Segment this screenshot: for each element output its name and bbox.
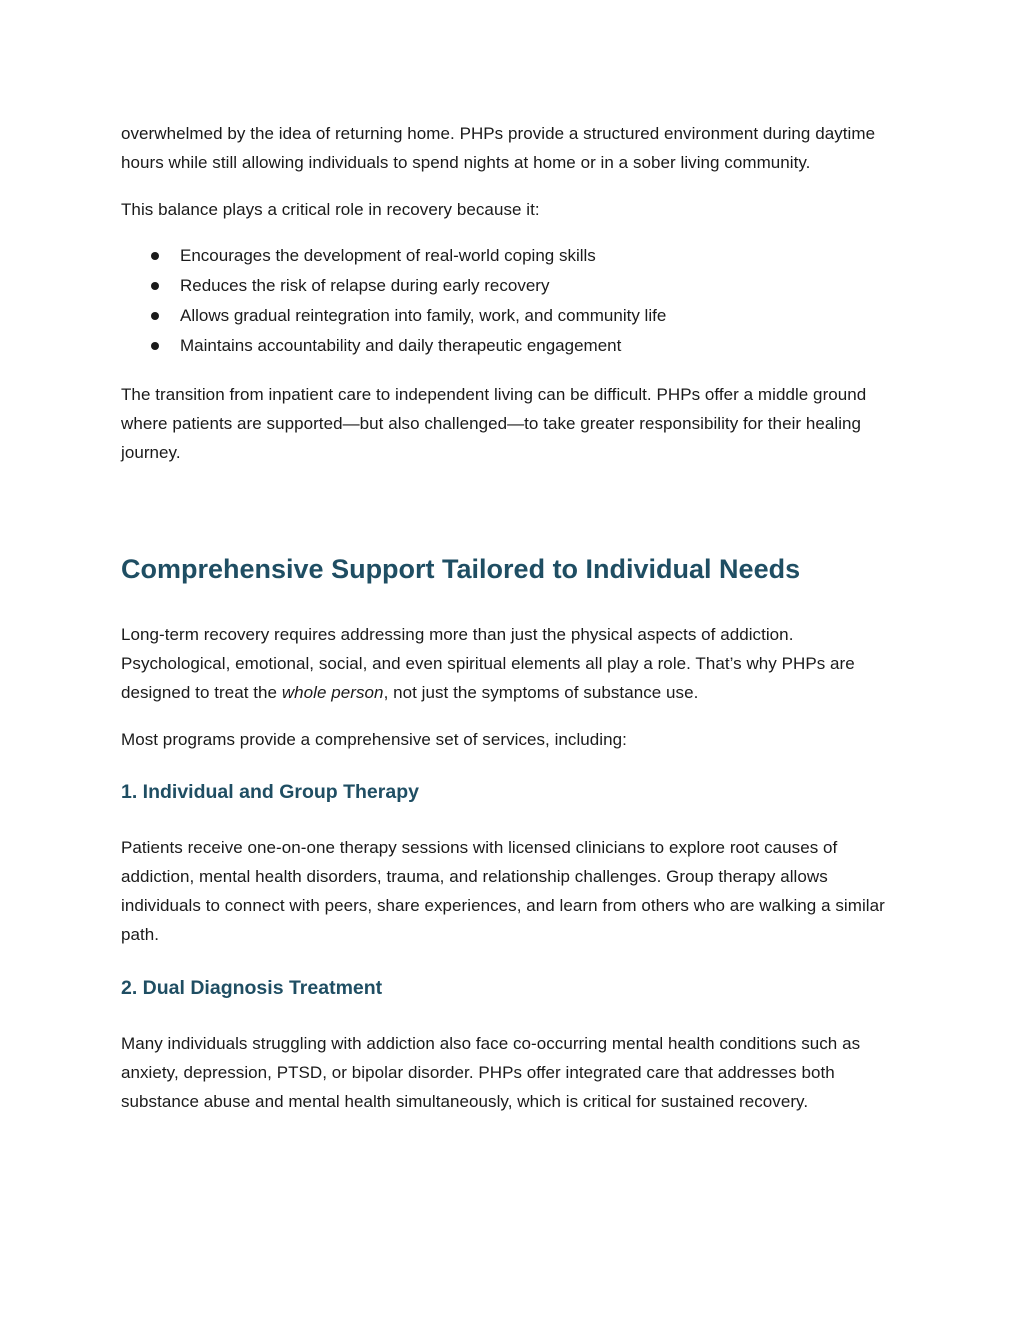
list-item-text: Encourages the development of real-world coping skills	[180, 246, 596, 265]
list-item	[150, 331, 906, 361]
section-paragraph-1-start: Long-term recovery requires addressing more than just the physical aspects of addiction. Psychological, emotional, social, and even spiritual elements all play a role. That’s why PHPs are designed to treat the	[121, 625, 855, 702]
subsection-body-dual-diagnosis: Many individuals struggling with addiction also face co-occurring mental health conditions such as anxiety, depression, PTSD, or bipolar disorder. PHPs offer integrated care that addresses both substance abuse and mental health simultaneously, which is critical for sustained recovery.	[121, 1034, 861, 1111]
list-item	[150, 271, 906, 301]
list-item-text: Maintains accountability and daily therapeutic engagement	[180, 336, 622, 355]
intro-paragraph-1: overwhelmed by the idea of returning home. PHPs provide a structured environment during daytime hours while still allowing individuals to spend nights at home or in a sober living community.	[121, 124, 876, 172]
subsection-body-therapy: Patients receive one-on-one therapy sessions with licensed clinicians to explore root causes of addiction, mental health disorders, trauma, and relationship challenges. Group therapy allows individuals to connect with peers, share experiences, and learn from others who are walking a similar path.	[121, 838, 885, 944]
bullet-icon	[151, 252, 159, 260]
bullet-icon	[151, 312, 159, 320]
list-item	[150, 301, 906, 331]
list-item-text: Allows gradual reintegration into family, work, and community life	[180, 306, 667, 325]
section-paragraph-1	[121, 620, 906, 707]
subsection-title-therapy: 1. Individual and Group Therapy	[121, 781, 419, 803]
list-item	[150, 241, 906, 271]
intro-paragraph-3: The transition from inpatient care to independent living can be difficult. PHPs offer a middle ground where patients are supported—but also challenged—to take greater responsibility for their healing journey.	[121, 385, 867, 462]
benefits-list	[121, 241, 906, 361]
bullet-icon	[151, 342, 159, 350]
intro-paragraph-2: This balance plays a critical role in recovery because it:	[121, 200, 540, 219]
emphasis-text: whole person	[281, 683, 384, 702]
section-paragraph-1-end: , not just the symptoms of substance use.	[383, 683, 699, 702]
bullet-icon	[151, 282, 159, 290]
section-title: Comprehensive Support Tailored to Individual Needs	[121, 554, 801, 584]
subsection-title-dual-diagnosis: 2. Dual Diagnosis Treatment	[121, 977, 383, 999]
list-item-text: Reduces the risk of relapse during early recovery	[180, 276, 550, 295]
section-paragraph-2: Most programs provide a comprehensive set of services, including:	[121, 730, 627, 749]
